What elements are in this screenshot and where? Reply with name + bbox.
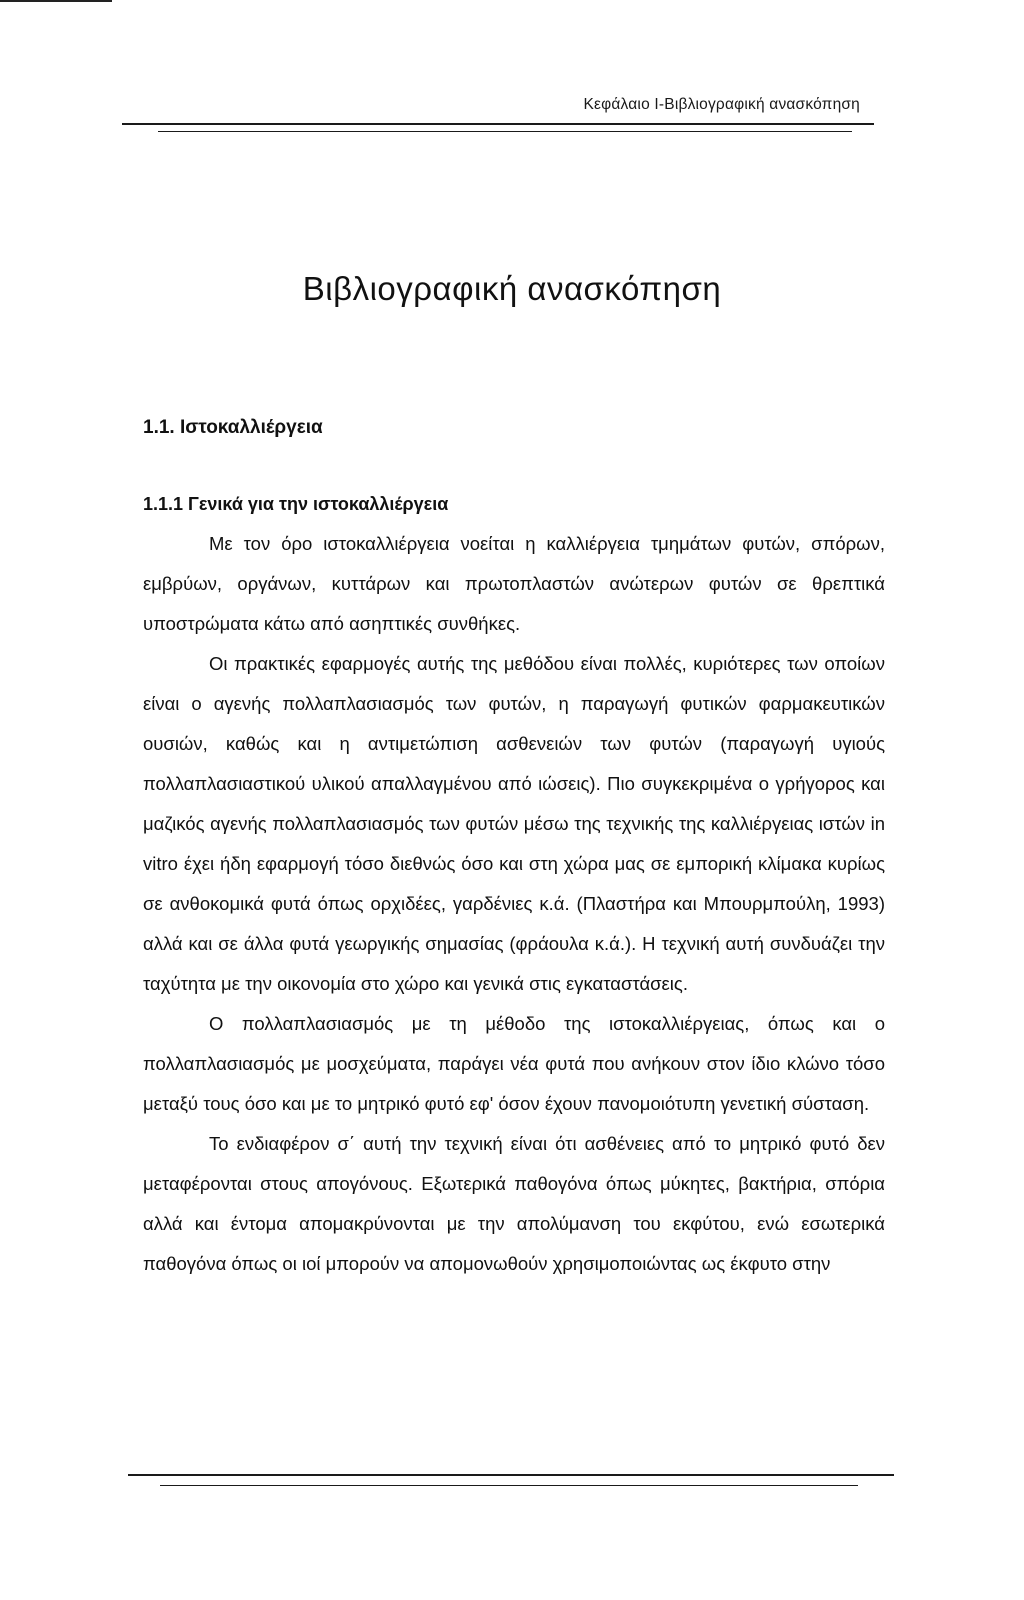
header-rule-bottom — [158, 131, 852, 132]
page-title: Βιβλιογραφική ανασκόπηση — [302, 270, 722, 307]
header-rule-top — [122, 123, 874, 125]
paragraph-4: Το ενδιαφέρον σ΄ αυτή την τεχνική είναι ότι ασθένειες από το μητρικό φυτό δεν μεταφέρονται στους απογόνους. Εξωτερικά παθογόνα όπως μύκητες, βακτήρια, σπόρια αλλά και έντομα απομακρύνονται με την απολύμανση του εκφύτου, ενώ εσωτερικά παθογόνα όπως οι ιοί μπορούν να απομονωθούν χρησιμοποιώντας ως έκφυτο στην — [143, 1133, 885, 1274]
footer-rule-top — [128, 1474, 894, 1476]
paragraph-3: Ο πολλαπλασιασμός με τη μέθοδο της ιστοκαλλιέργειας, όπως και ο πολλαπλασιασμός με μοσχεύματα, παράγει νέα φυτά που ανήκουν στον ίδιο κλώνο τόσο μεταξύ τους όσο και με το μητρικό φυτό εφ' όσον έχουν πανομοιότυπη γενετική σύσταση. — [143, 1013, 885, 1114]
footer-rule-bottom — [160, 1485, 858, 1486]
subsection-heading: 1.1.1 Γενικά για την ιστοκαλλιέργεια — [143, 494, 449, 514]
section-heading: 1.1. Ιστοκαλλιέργεια — [143, 417, 323, 438]
body-text — [143, 524, 885, 1284]
paragraph-1: Με τον όρο ιστοκαλλιέργεια νοείται η καλλιέργεια τμημάτων φυτών, σπόρων, εμβρύων, οργάνων, κυττάρων και πρωτοπλαστών ανώτερων φυτών σε θρεπτικά υποστρώματα κάτω από ασηπτικές συνθήκες. — [143, 533, 885, 634]
running-header: Κεφάλαιο Ι-Βιβλιογραφική ανασκόπηση — [583, 96, 860, 113]
paragraph-2: Οι πρακτικές εφαρμογές αυτής της μεθόδου είναι πολλές, κυριότερες των οποίων είναι ο αγενής πολλαπλασιασμός των φυτών, η παραγωγή φυτικών φαρμακευτικών ουσιών, καθώς και η αντιμετώπιση ασθενειών των φυτών (παραγωγή υγιούς πολλαπλασιαστικού υλικού απαλλαγμένου από ιώσεις). Πιο συγκεκριμένα ο γρήγορος και μαζικός αγενής πολλαπλασιασμός των φυτών μέσω της τεχνικής της καλλιέργειας ιστών in vitro έχει ήδη εφαρμογή τόσο διεθνώς όσο και στη χώρα μας σε εμπορική κλίμακα κυρίως σε ανθοκομικά φυτά όπως ορχιδέες, γαρδένιες κ.ά. (Πλαστήρα και Μπουρμπούλη, 1993) αλλά και σε άλλα φυτά γεωργικής σημασίας (φράουλα κ.ά.). Η τεχνική αυτή συνδυάζει την ταχύτητα με την οικονομία στο χώρο και γενικά στις εγκαταστάσεις. — [143, 653, 885, 994]
scan-edge-mark — [0, 0, 112, 2]
